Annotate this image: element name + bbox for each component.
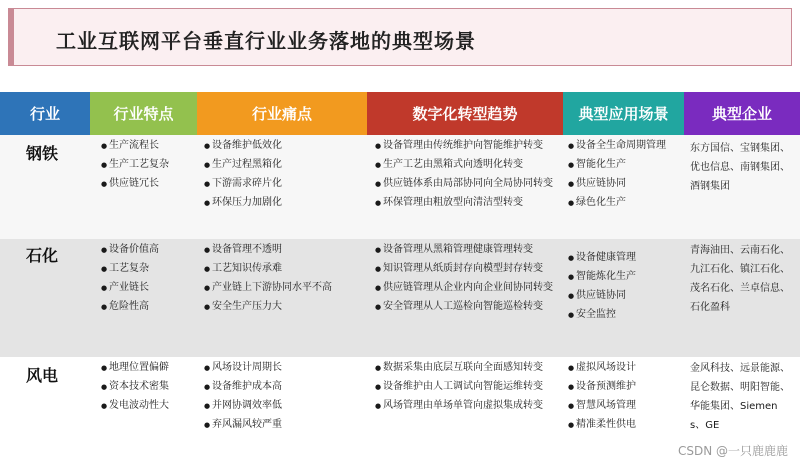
row-features	[101, 359, 196, 416]
list-item: ● 生产工艺由黑箱式向透明化转变	[375, 156, 559, 174]
table-header-row	[0, 92, 800, 135]
list-item: ● 生产流程长	[101, 137, 196, 155]
list-item: ● 供应链协同	[568, 287, 682, 305]
page-title: 工业互联网平台垂直行业业务落地的典型场景	[56, 29, 476, 53]
row-industry: 石化	[26, 246, 59, 265]
row-trends	[375, 241, 559, 317]
list-item: ● 风场设计周期长	[204, 359, 366, 377]
list-item: ● 并网协调效率低	[204, 397, 366, 415]
row-industry: 钢铁	[26, 144, 59, 163]
list-item: ● 环保管理由粗放型向清洁型转变	[375, 194, 559, 212]
row-pains	[204, 241, 366, 317]
list-item: ● 供应链协同	[568, 175, 682, 193]
list-item: ● 数据采集由底层互联向全面感知转变	[375, 359, 559, 377]
list-item: ● 地理位置偏僻	[101, 359, 196, 377]
list-item: ● 供应链管理从企业内向企业间协同转变	[375, 279, 559, 297]
row-trends	[375, 137, 559, 213]
row-scenarios	[568, 249, 682, 325]
row-features	[101, 137, 196, 194]
header-scenarios: 典型应用场景	[563, 92, 684, 135]
list-item: ● 设备管理由传统维护向智能维护转变	[375, 137, 559, 155]
header-industry: 行业	[0, 92, 90, 135]
list-item: ● 设备维护由人工调试向智能运维转变	[375, 378, 559, 396]
list-item: ● 设备价值高	[101, 241, 196, 259]
list-item: ● 供应链冗长	[101, 175, 196, 193]
table-row	[0, 239, 800, 357]
row-companies: 东方国信、宝钢集团、优也信息、南钢集团、酒钢集团	[690, 143, 790, 192]
list-item: ● 安全监控	[568, 306, 682, 324]
row-companies: 青海油田、云南石化、九江石化、镇江石化、茂名石化、兰卓信息、石化盈科	[690, 245, 790, 313]
table-row	[0, 135, 800, 239]
watermark: CSDN @一只鹿鹿鹿	[677, 444, 788, 458]
list-item: ● 设备预测维护	[568, 378, 682, 396]
row-scenarios	[568, 359, 682, 435]
list-item: ● 生产过程黑箱化	[204, 156, 366, 174]
list-item: ● 风场管理由单场单管向虚拟集成转变	[375, 397, 559, 415]
list-item: ● 产业链长	[101, 279, 196, 297]
list-item: ● 设备全生命周期管理	[568, 137, 682, 155]
row-industry: 风电	[26, 366, 59, 385]
header-trends: 数字化转型趋势	[367, 92, 563, 135]
list-item: ● 设备维护低效化	[204, 137, 366, 155]
row-features	[101, 241, 196, 317]
header-features: 行业特点	[90, 92, 197, 135]
row-pains	[204, 359, 366, 435]
list-item: ● 精准柔性供电	[568, 416, 682, 434]
list-item: ● 智慧风场管理	[568, 397, 682, 415]
list-item: ● 安全生产压力大	[204, 298, 366, 316]
list-item: ● 设备维护成本高	[204, 378, 366, 396]
list-item: ● 弃风漏风较严重	[204, 416, 366, 434]
list-item: ● 工艺复杂	[101, 260, 196, 278]
header-companies: 典型企业	[684, 92, 800, 135]
row-scenarios	[568, 137, 682, 213]
list-item: ● 安全管理从人工巡检向智能巡检转变	[375, 298, 559, 316]
list-item: ● 环保压力加剧化	[204, 194, 366, 212]
row-trends	[375, 359, 559, 416]
list-item: ● 供应链体系由局部协同向全局协同转变	[375, 175, 559, 193]
row-companies: 金风科技、远景能源、昆仑数据、明阳智能、华能集团、Siemens、GE	[690, 363, 790, 431]
list-item: ● 资本技术密集	[101, 378, 196, 396]
header-pains: 行业痛点	[197, 92, 367, 135]
list-item: ● 知识管理从纸质封存向模型封存转变	[375, 260, 559, 278]
list-item: ● 产业链上下游协同水平不高	[204, 279, 366, 297]
list-item: ● 虚拟风场设计	[568, 359, 682, 377]
list-item: ● 下游需求碎片化	[204, 175, 366, 193]
row-pains	[204, 137, 366, 213]
list-item: ● 智能炼化生产	[568, 268, 682, 286]
list-item: ● 危险性高	[101, 298, 196, 316]
list-item: ● 绿色化生产	[568, 194, 682, 212]
list-item: ● 生产工艺复杂	[101, 156, 196, 174]
list-item: ● 发电波动性大	[101, 397, 196, 415]
list-item: ● 设备管理从黑箱管理健康管理转变	[375, 241, 559, 259]
list-item: ● 智能化生产	[568, 156, 682, 174]
title-box	[8, 8, 792, 66]
scenario-table	[0, 92, 800, 431]
list-item: ● 工艺知识传承难	[204, 260, 366, 278]
list-item: ● 设备健康管理	[568, 249, 682, 267]
list-item: ● 设备管理不透明	[204, 241, 366, 259]
